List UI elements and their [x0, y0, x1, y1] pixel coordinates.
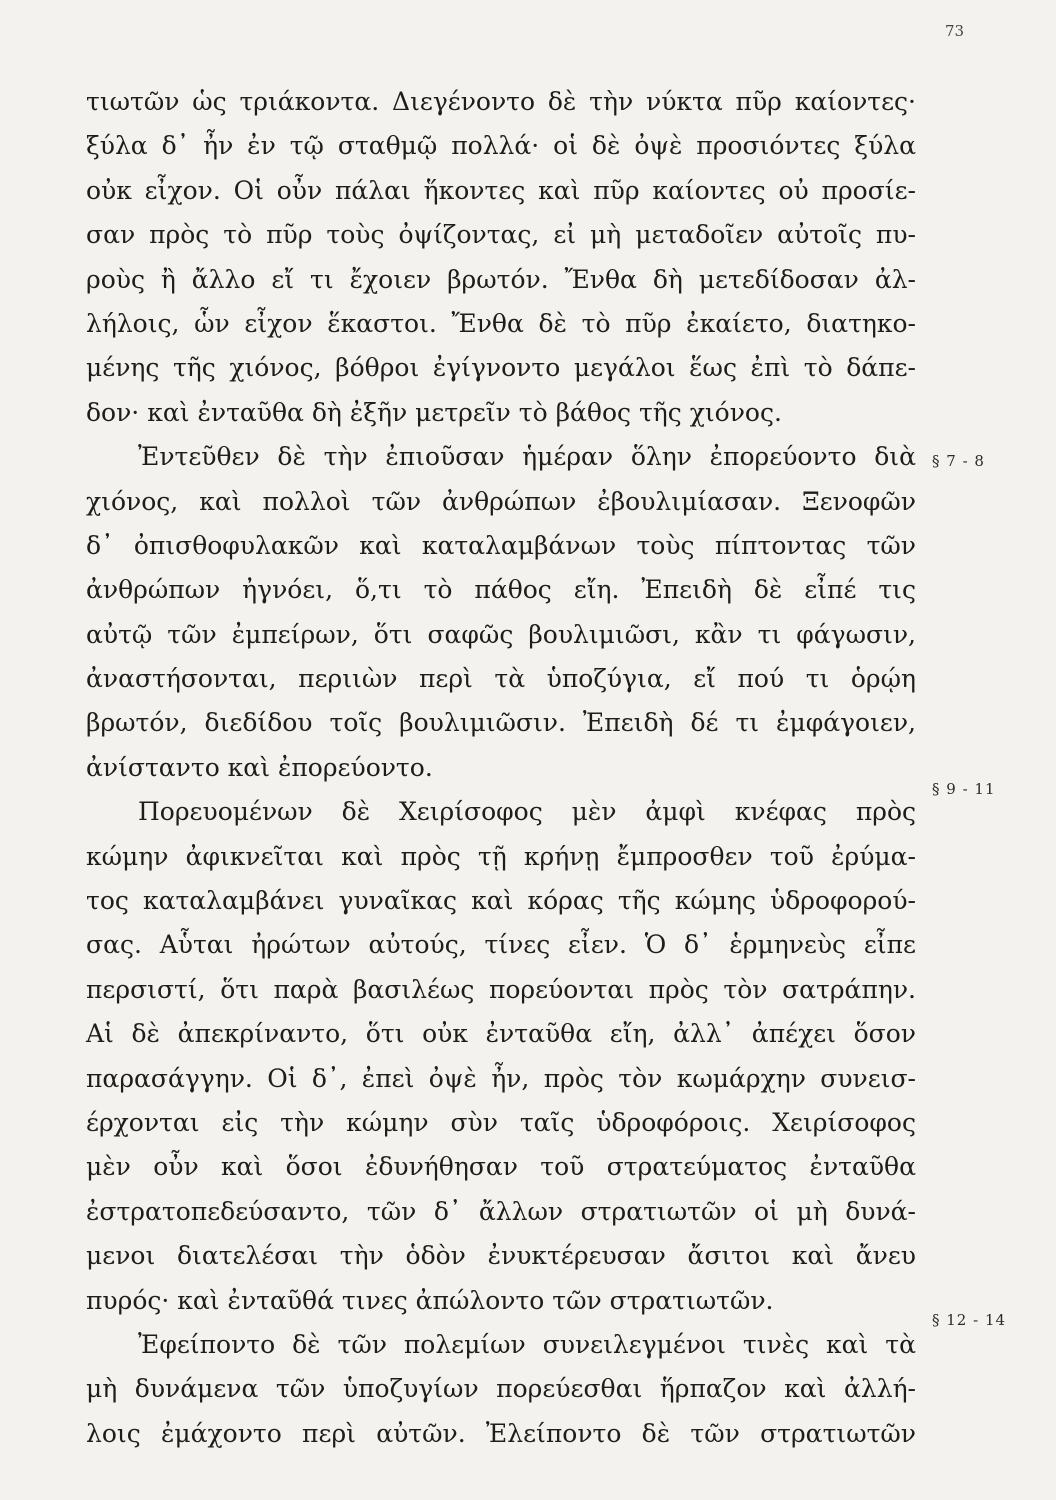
section-reference: § 9 - 11 [932, 780, 996, 798]
text-line: μὲν οὖν καὶ ὅσοι ἐδυνήθησαν τοῦ στρατεύματος ἐνταῦθα [86, 1152, 916, 1182]
text-line: τιωτῶν ὡς τριάκοντα. Διεγένοντο δὲ τὴν νύκτα πῦρ καίοντες· [86, 87, 916, 116]
text-line: τος καταλαμβάνει γυναῖκας καὶ κόρας τῆς κώμης ὑδροφορού- [86, 886, 916, 916]
text-line: ἐστρατοπεδεύσαντο, τῶν δ᾽ ἄλλων στρατιωτῶν οἱ μὴ δυνά- [86, 1196, 916, 1226]
text-line: Αἱ δὲ ἀπεκρίναντο, ὅτι οὐκ ἐνταῦθα εἴη, ἀλλ᾽ ἀπέχει ὅσον [86, 1019, 916, 1049]
body-text [86, 80, 916, 1456]
text-line: κώμην ἀφικνεῖται καὶ πρὸς τῇ κρήνῃ ἔμπροσθεν τοῦ ἐρύμα- [86, 841, 916, 871]
text-line: δον· καὶ ἐνταῦθα δὴ ἐξῆν μετρεῖν τὸ βάθος τῆς χιόνος. [86, 397, 782, 427]
text-line: πυρός· καὶ ἐνταῦθά τινες ἀπώλοντο τῶν στρατιωτῶν. [86, 1285, 774, 1315]
text-line: παρασάγγην. Οἱ δ᾽, ἐπεὶ ὀψὲ ἦν, πρὸς τὸν κωμάρχην συνεισ- [86, 1063, 916, 1093]
text-line: μένης τῆς χιόνος, βόθροι ἐγίγνοντο μεγάλοι ἕως ἐπὶ τὸ δάπε- [86, 353, 916, 383]
text-line: ἀνίσταντο καὶ ἐπορεύοντο. [86, 752, 433, 782]
text-line: λήλοις, ὧν εἶχον ἕκαστοι. Ἔνθα δὲ τὸ πῦρ ἐκαίετο, διατηκο- [86, 308, 916, 338]
paragraph-start-line: Πορευομένων δὲ Χειρίσοφος μὲν ἀμφὶ κνέφας πρὸς [138, 797, 916, 827]
text-line: βρωτόν, διεδίδου τοῖς βουλιμιῶσιν. Ἐπειδὴ δέ τι ἐμφάγοιεν, [86, 708, 916, 738]
text-line: έρχονται εἰς τὴν κώμην σὺν ταῖς ὑδροφόροις. Χειρίσοφος [86, 1107, 916, 1137]
text-line: μὴ δυνάμενα τῶν ὑποζυγίων πορεύεσθαι ἥρπαζον καὶ ἀλλή- [86, 1374, 916, 1404]
text-line: ροὺς ἢ ἄλλο εἴ τι ἔχοιεν βρωτόν. Ἔνθα δὴ μετεδίδοσαν ἀλ- [86, 264, 916, 294]
text-line: περσιστί, ὅτι παρὰ βασιλέως πορεύονται πρὸς τὸν σατράπην. [86, 974, 916, 1004]
paragraph-start-line: Ἐντεῦθεν δὲ τὴν ἐπιοῦσαν ἡμέραν ὅλην ἐπορεύοντο διὰ [138, 442, 916, 472]
text-line: χιόνος, καὶ πολλοὶ τῶν ἀνθρώπων ἐβουλιμίασαν. Ξενοφῶν [86, 486, 916, 516]
paragraph-start-line: Ἐφείποντο δὲ τῶν πολεμίων συνειλεγμένοι τινὲς καὶ τὰ [138, 1329, 916, 1359]
text-line: λοις ἐμάχοντο περὶ αὐτῶν. Ἐλείποντο δὲ τῶν στρατιωτῶν [86, 1418, 916, 1448]
text-line: σας. Αὗται ἠρώτων αὐτούς, τίνες εἶεν. Ὁ δ᾽ ἑρμηνεὺς εἶπε [86, 930, 916, 960]
text-line: σαν πρὸς τὸ πῦρ τοὺς ὀψίζοντας, εἰ μὴ μεταδοῖεν αὐτοῖς πυ- [86, 220, 916, 250]
text-line: ἀναστήσονται, περιιὼν περὶ τὰ ὑποζύγια, εἴ πού τι ὁρῴη [86, 664, 916, 694]
text-line: ξύλα δ᾽ ἦν ἐν τῷ σταθμῷ πολλά· οἱ δὲ ὀψὲ προσιόντες ξύλα [86, 131, 916, 161]
text-line: δ᾽ ὀπισθοφυλακῶν καὶ καταλαμβάνων τοὺς πίπτοντας τῶν [86, 530, 916, 560]
page-number: 73 [945, 22, 965, 40]
section-reference: § 12 - 14 [932, 1311, 1007, 1329]
text-line: αὐτῷ τῶν ἐμπείρων, ὅτι σαφῶς βουλιμιῶσι, κἂν τι φάγωσιν, [86, 619, 916, 649]
text-line: μενοι διατελέσαι τὴν ὁδὸν ἐνυκτέρευσαν ἄσιτοι καὶ ἄνευ [86, 1241, 916, 1271]
text-line: ἀνθρώπων ἠγνόει, ὅ,τι τὸ πάθος εἴη. Ἐπειδὴ δὲ εἶπέ τις [86, 575, 916, 605]
section-reference: § 7 - 8 [932, 452, 985, 470]
text-line: οὐκ εἶχον. Οἱ οὖν πάλαι ἥκοντες καὶ πῦρ καίοντες οὐ προσίε- [86, 175, 916, 205]
